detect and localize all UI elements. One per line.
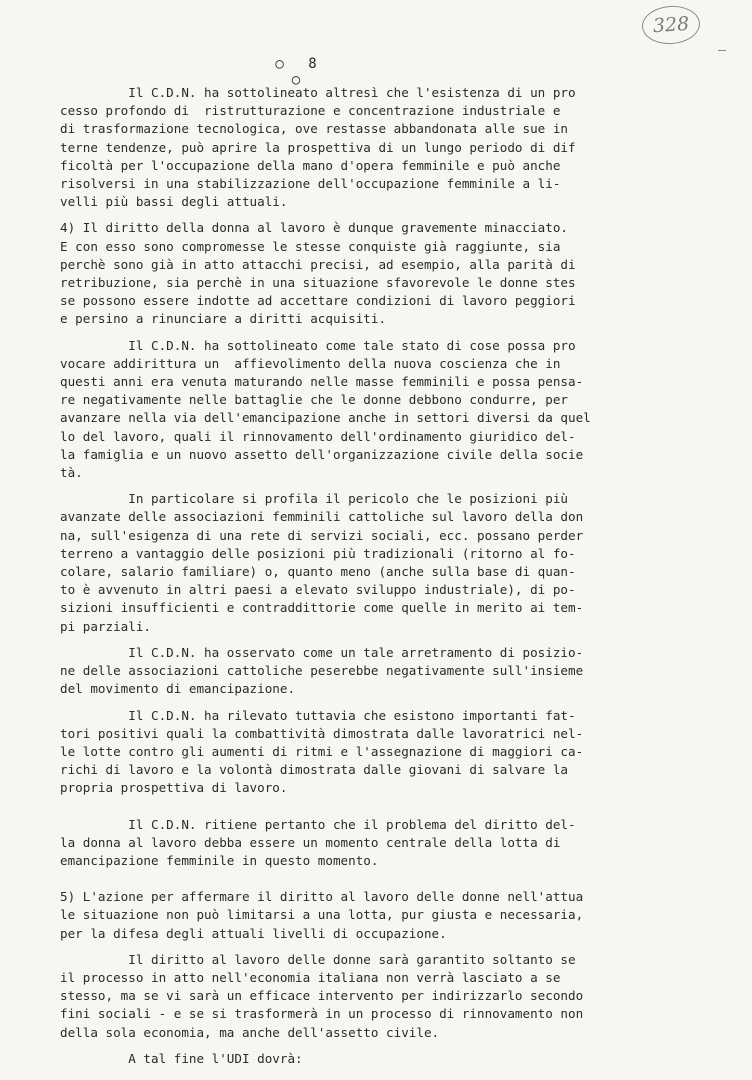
paragraph-arretramento-posizione: Il C.D.N. ha osservato come un tale arretramento di posizio- ne delle associazioni cattoliche peserebbe negativamente sull'insieme del movimento di emancipazione. xyxy=(60,644,584,697)
paragraph-4-diritto-minacciato: 4) Il diritto della donna al lavoro è dunque gravemente minacciato. E con esso sono compromesse le stesse conquiste già raggiunte, sia perchè sono già in atto attacchi precisi, ad esempio, alla parità di retribuzione, sia perchè in una situazione sfavorevole le donne stes se possono essere indotte ad accettare condizioni di lavoro peggiori e persino a rinunciare a diritti acquisiti. xyxy=(60,220,576,327)
page-number: ○ 8 ○ xyxy=(275,56,325,88)
paragraph-fattori-positivi: Il C.D.N. ha rilevato tuttavia che esistono importanti fat- tori positivi quali la combattività dimostrata dalle lavoratrici nel- le lotte contro gli aumenti di ritmi e l'assegnazione di maggiori ca- richi di lavoro e la volontà dimostrata dalle giovani di salvare la propria prospettiva di lavoro. xyxy=(60,707,584,796)
paragraph-diritto-garantito: Il diritto al lavoro delle donne sarà garantito soltanto se il processo in atto nell'economia italiana non verrà lasciato a se stesso, ma se vi sarà un efficace intervento per indirizzarlo secondo fini sociali - e se si trasformerà in un processo di rinnovamento non della sola economia, ma anche dell'assetto civile. xyxy=(60,951,584,1040)
paragraph-5-azione: 5) L'azione per affermare il diritto al lavoro delle donne nell'attua le situazione non può limitarsi a una lotta, pur giusta e necessaria, per la difesa degli attuali livelli di occupazione. xyxy=(60,889,584,941)
archive-number-stamp: 328 xyxy=(641,4,702,46)
document-body xyxy=(60,84,710,1068)
paragraph-cdn-ristrutturazione: Il C.D.N. ha sottolineato altresì che l'esistenza di un pro cesso profondo di ristrutturazione e concentrazione industriale e di trasformazione tecnologica, ove restasse abbandonata alle sue in terne tendenze, può aprire la prospettiva di un lungo periodo di dif ficoltà per l'occupazione della mano d'opera femminile e può anche risolversi in una stabilizzazione dell'occupazione femminile a li- velli più bassi degli attuali. xyxy=(60,85,576,210)
margin-mark xyxy=(718,50,726,51)
paragraph-udi-dovra: A tal fine l'UDI dovrà: xyxy=(60,1050,303,1066)
paragraph-problema-centrale: Il C.D.N. ritiene pertanto che il problema del diritto del- la donna al lavoro debba essere un momento centrale della lotta di emancipazione femminile in questo momento. xyxy=(60,816,576,868)
paragraph-affievolimento-coscienza: Il C.D.N. ha sottolineato come tale stato di cose possa pro vocare addirittura un affievolimento della nuova coscienza che in questi anni era venuta maturando nelle masse femminili e possa pensa- re negativamente nelle battaglie che le donne debbono condurre, per avanzare nella via dell'emancipazione anche in settori diversi da quel lo del lavoro, quali il rinnovamento dell'ordinamento giuridico del- la famiglia e un nuovo assetto dell'organizzazione civile della socie tà. xyxy=(60,337,591,481)
paragraph-associazioni-cattoliche: In particolare si profila il pericolo che le posizioni più avanzate delle associazioni femminili cattoliche sul lavoro della don na, sull'esigenza di una rete di servizi sociali, ecc. possano perder terreno a vantaggio delle posizioni più tradizionali (ritorno al fo- colare, salario familiare) o, quanto meno (anche sulla base di quan- to è avvenuto in altri paesi a elevato sviluppo industriale), di po- sizioni insufficienti e contraddittorie come quelle in merito ai tem- pi parziali. xyxy=(60,491,584,634)
